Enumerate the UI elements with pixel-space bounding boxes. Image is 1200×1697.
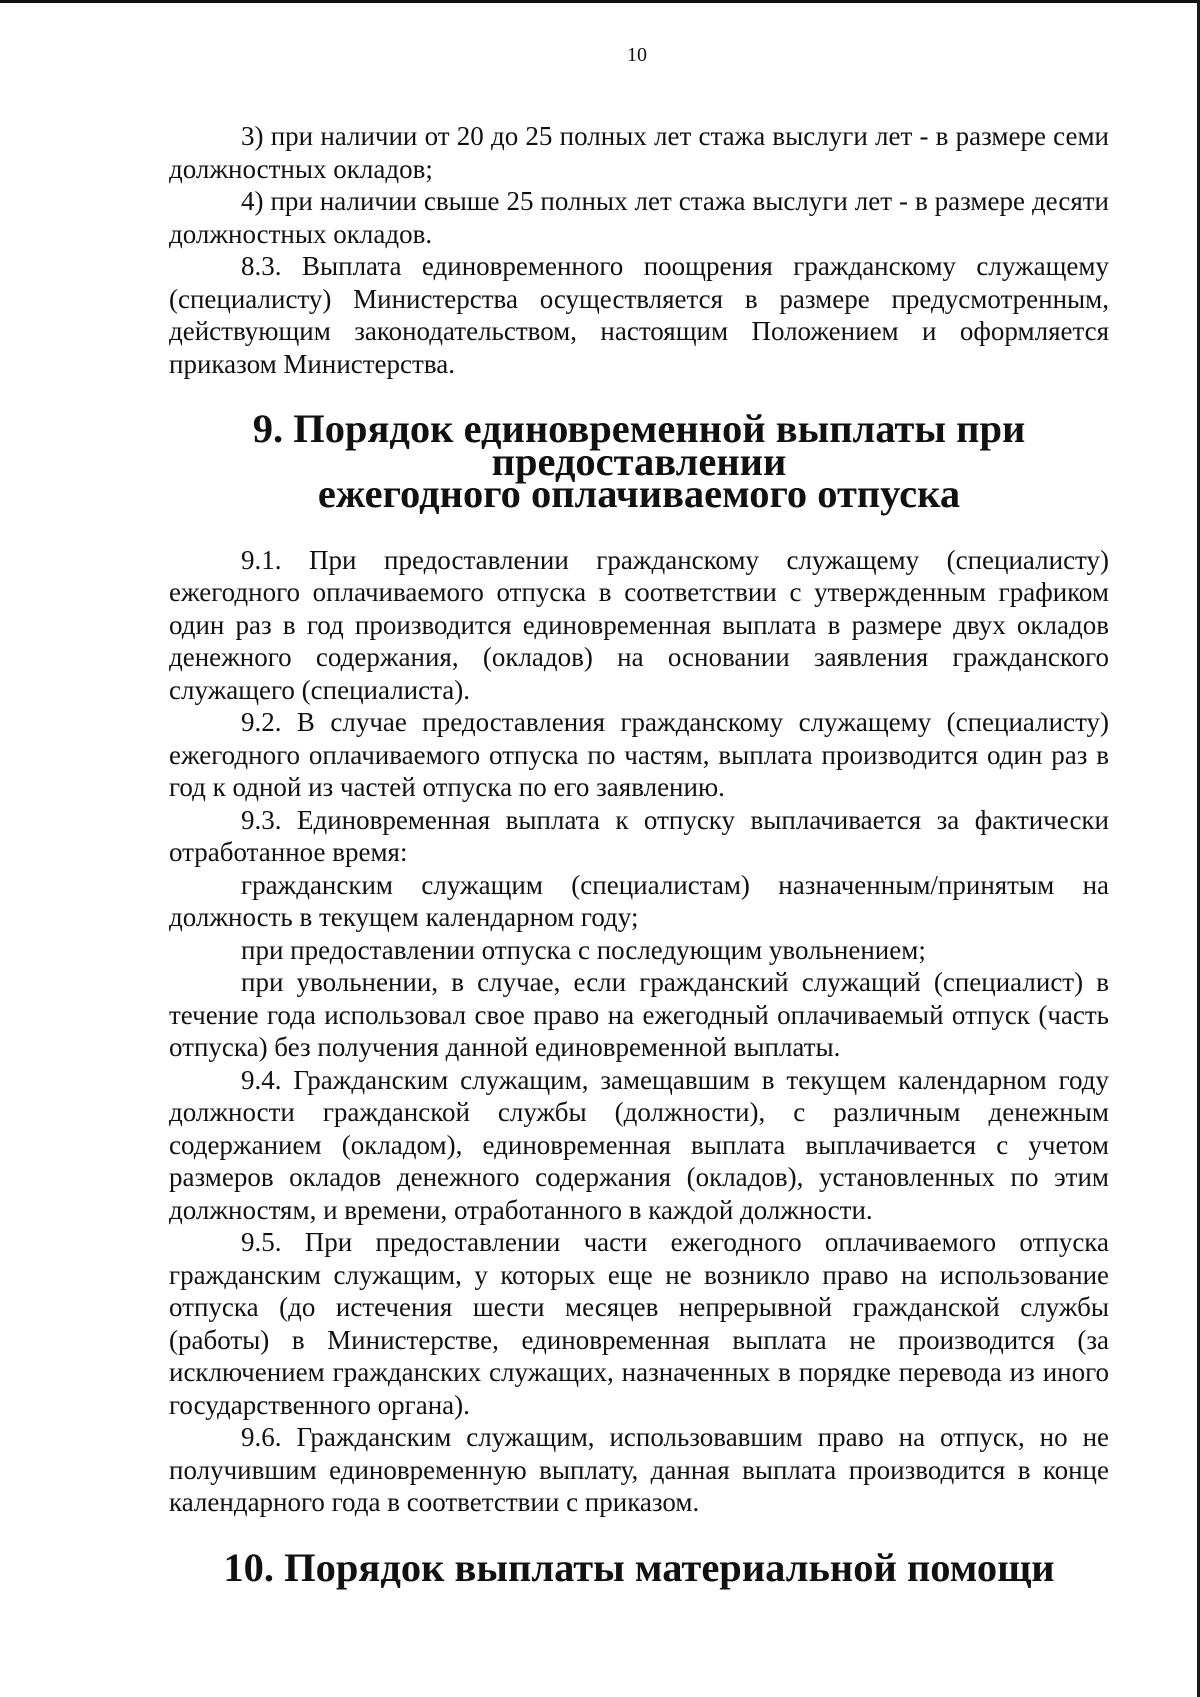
document-body: [169, 120, 1109, 1590]
paragraph-9-3-case-3: при увольнении, в случае, если гражданский служащий (специалист) в течение года использовал свое право на ежегодный оплачиваемый отпуск (часть отпуска) без получения данной единовременной выплаты.: [169, 967, 1109, 1062]
paragraph-9-2: 9.2. В случае предоставления гражданскому служащему (специалисту) ежегодного оплачиваемого отпуска по частям, выплата производится один раз в год к одной из частей отпуска по его заявлению.: [169, 707, 1109, 802]
paragraph-9-3: 9.3. Единовременная выплата к отпуску выплачивается за фактически отработанное время:: [169, 804, 1109, 867]
paragraph-9-1: 9.1. При предоставлении гражданскому служащему (специалисту) ежегодного оплачиваемого отпуска в соответствии с утвержденным графиком один раз в год производится единовременная выплата в размере двух окладов денежного содержания, (окладов) на основании заявления гражданского служащего (специалиста).: [169, 544, 1109, 705]
section-heading-9-line-1: 9. Порядок единовременной выплаты при предоставлении: [252, 406, 1026, 484]
page-number: 10: [627, 44, 647, 66]
section-heading-10: 10. Порядок выплаты материальной помощи: [223, 1544, 1055, 1590]
paragraph-9-3-case-1: гражданским служащим (специалистам) назначенным/принятым на должность в текущем календарном году;: [169, 869, 1109, 932]
paragraph-9-3-case-2: при предоставлении отпуска с последующим увольнением;: [241, 934, 926, 965]
paragraph-9-4: 9.4. Гражданским служащим, замещавшим в текущем календарном году должности гражданской службы (должности), с различным денежным содержанием (окладом), единовременная выплата выплачивается с учетом размеров окладов денежного содержания (окладов), установленных по этим должностям, и времени, отработанного в каждой должности.: [169, 1064, 1109, 1225]
paragraph-9-5: 9.5. При предоставлении части ежегодного оплачиваемого отпуска гражданским служащим, у которых еще не возникло право на использование отпуска (до истечения шести месяцев непрерывной гражданской службы (работы) в Министерстве, единовременная выплата не производится (за исключением гражданских служащих, назначенных в порядке перевода из иного государственного органа).: [169, 1227, 1109, 1420]
section-heading-9-line-2: ежегодного оплачиваемого отпуска: [317, 471, 961, 516]
section-heading-9: [169, 406, 1109, 516]
paragraph-item-3: 3) при наличии от 20 до 25 полных лет стажа выслуги лет - в размере семи должностных окладов;: [169, 121, 1109, 184]
paragraph-8-3: 8.3. Выплата единовременного поощрения гражданскому служащему (специалисту) Министерства осуществляется в размере предусмотренным, действующим законодательством, настоящим Положением и оформляется приказом Министерства.: [169, 251, 1109, 379]
paragraph-9-6: 9.6. Гражданским служащим, использовавшим право на отпуск, но не получившим единовременную выплату, данная выплата производится в конце календарного года в соответствии с приказом.: [169, 1422, 1109, 1517]
scan-edge-top: [0, 0, 1200, 3]
paragraph-item-4: 4) при наличии свыше 25 полных лет стажа выслуги лет - в размере десяти должностных окладов.: [169, 186, 1109, 249]
